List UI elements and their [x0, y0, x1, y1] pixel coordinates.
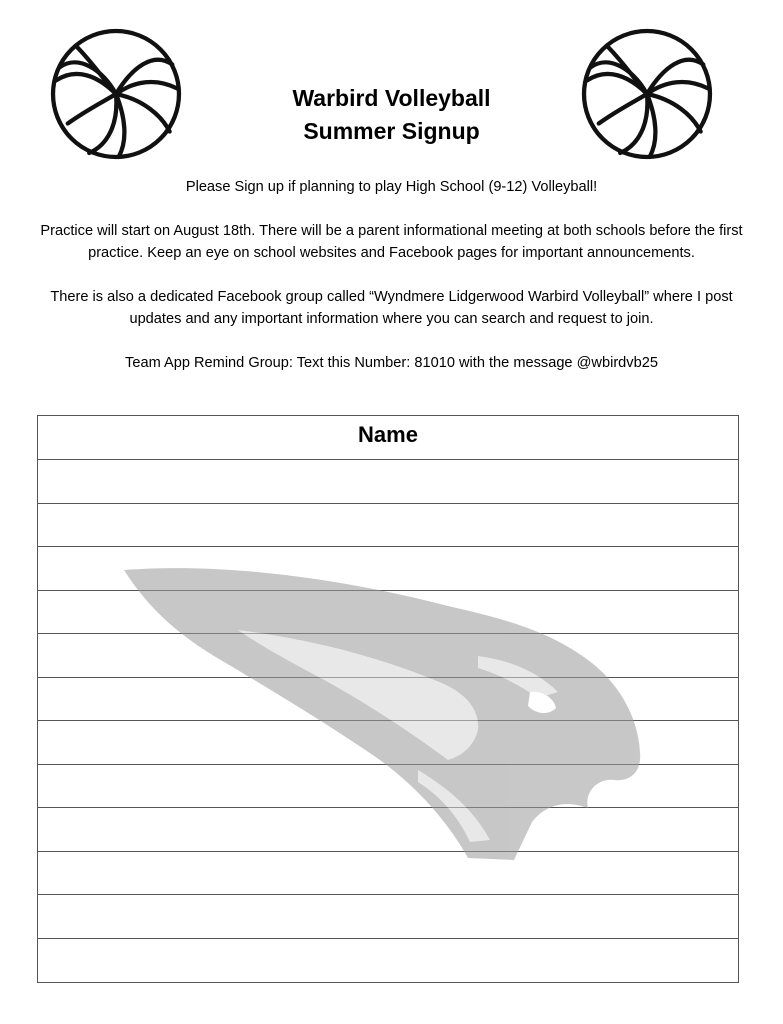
practice-info: Practice will start on August 18th. There will be a parent informational meeting at both schools before the first practice. Keep an eye on school websites and Facebook pages for important announcements. — [40, 223, 743, 261]
page-title — [180, 82, 603, 148]
table-row[interactable] — [38, 504, 738, 548]
title-line-2: Summer Signup — [303, 118, 480, 144]
table-row[interactable] — [38, 765, 738, 809]
table-row[interactable] — [38, 852, 738, 896]
title-line-1: Warbird Volleyball — [292, 85, 491, 111]
facebook-info: There is also a dedicated Facebook group called “Wyndmere Lidgerwood Warbird Volleyball” where I post updates and any important information where you can search and request to join. — [50, 289, 733, 327]
volleyball-icon-left — [49, 27, 183, 161]
table-row[interactable] — [38, 939, 738, 983]
remind-info: Team App Remind Group: Text this Number: 81010 with the message @wbirdvb25 — [125, 355, 658, 371]
table-row[interactable] — [38, 591, 738, 635]
table-row[interactable] — [38, 721, 738, 765]
intro-text — [30, 176, 753, 374]
table-row[interactable] — [38, 678, 738, 722]
table-row[interactable] — [38, 460, 738, 504]
table-row[interactable] — [38, 895, 738, 939]
table-row[interactable] — [38, 808, 738, 852]
signup-instruction: Please Sign up if planning to play High School (9-12) Volleyball! — [185, 179, 598, 195]
table-header-name: Name — [38, 416, 738, 460]
table-row[interactable] — [38, 634, 738, 678]
table-row[interactable] — [38, 547, 738, 591]
signup-table — [37, 415, 739, 983]
